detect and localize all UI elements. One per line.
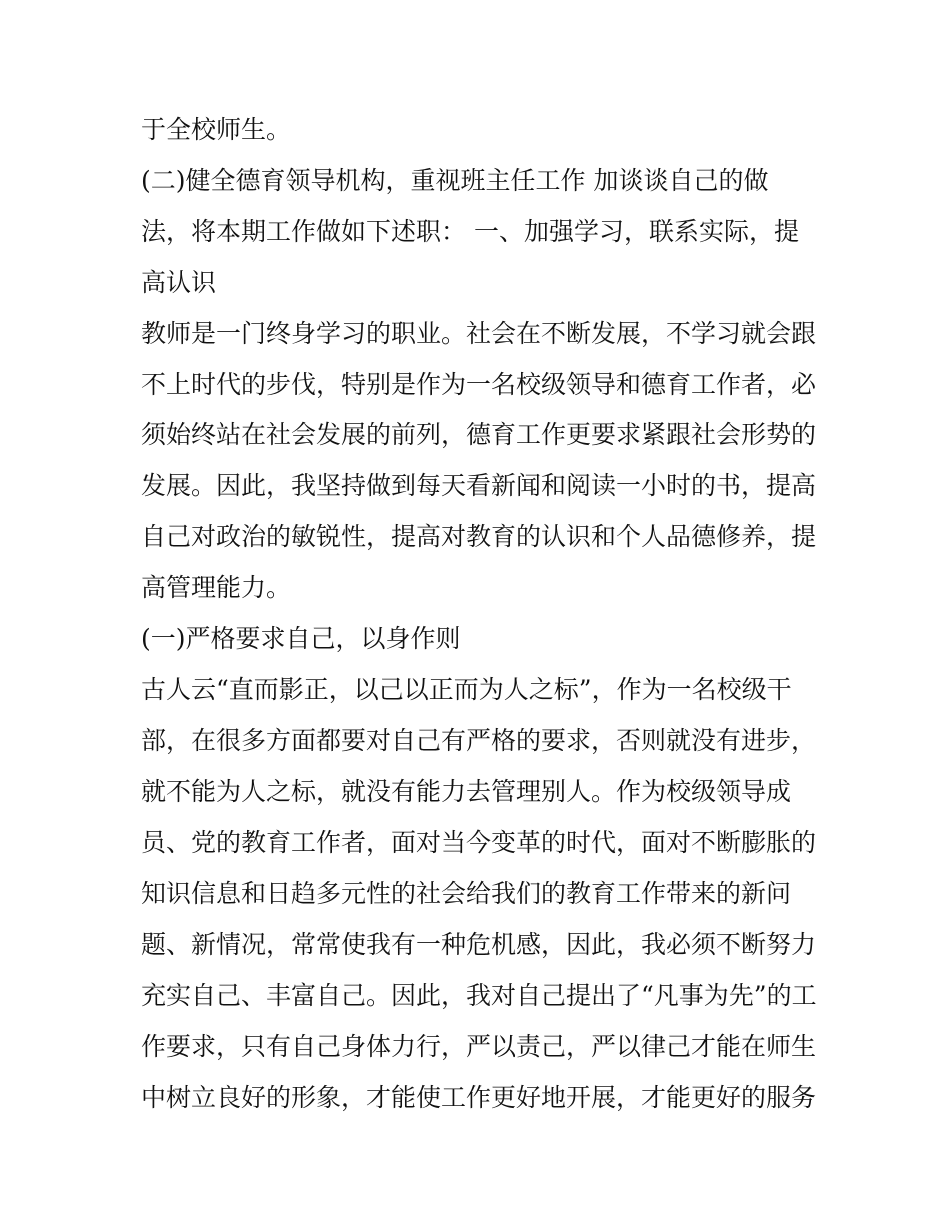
text-line: 不上时代的步伐，特别是作为一名校级领导和德育工作者，必: [141, 370, 817, 399]
text-line: 自己对政治的敏锐性，提高对教育的认识和个人品德修养，提: [141, 522, 817, 551]
text-line: 于全校师生。: [141, 115, 292, 144]
text-line: 部，在很多方面都要对自己有严格的要求，否则就没有进步，: [141, 726, 817, 755]
text-line: 作要求，只有自己身体力行，严以责己，严以律己才能在师生: [141, 1032, 817, 1061]
text-line: 题、新情况，常常使我有一种危机感，因此，我必须不断努力: [141, 930, 817, 959]
text-line: 充实自己、丰富自己。因此，我对自己提出了“凡事为先”的工: [141, 981, 817, 1010]
text-line: 中树立良好的形象，才能使工作更好地开展，才能更好的服务: [141, 1083, 817, 1112]
text-line: 教师是一门终身学习的职业。社会在不断发展，不学习就会跟: [141, 319, 817, 348]
text-line: 高管理能力。: [141, 573, 292, 602]
text-line: 须始终站在社会发展的前列，德育工作更要求紧跟社会形势的: [141, 420, 817, 449]
text-line: 发展。因此，我坚持做到每天看新闻和阅读一小时的书，提高: [141, 471, 817, 500]
text-line: 员、党的教育工作者，面对当今变革的时代，面对不断膨胀的: [141, 828, 817, 857]
text-line: 古人云“直而影正，以己以正而为人之标”，作为一名校级干: [141, 675, 792, 704]
text-line: 就不能为人之标，就没有能力去管理别人。作为校级领导成: [141, 777, 792, 806]
text-line: (一)严格要求自己，以身作则: [141, 624, 461, 653]
text-line: 法，将本期工作做如下述职： 一、加强学习，联系实际，提: [141, 217, 799, 246]
text-line: 知识信息和日趋多元性的社会给我们的教育工作带来的新问: [141, 879, 792, 908]
text-line: 高认识: [141, 268, 217, 297]
text-line: (二)健全德育领导机构，重视班主任工作 加谈谈自己的做: [141, 166, 769, 195]
